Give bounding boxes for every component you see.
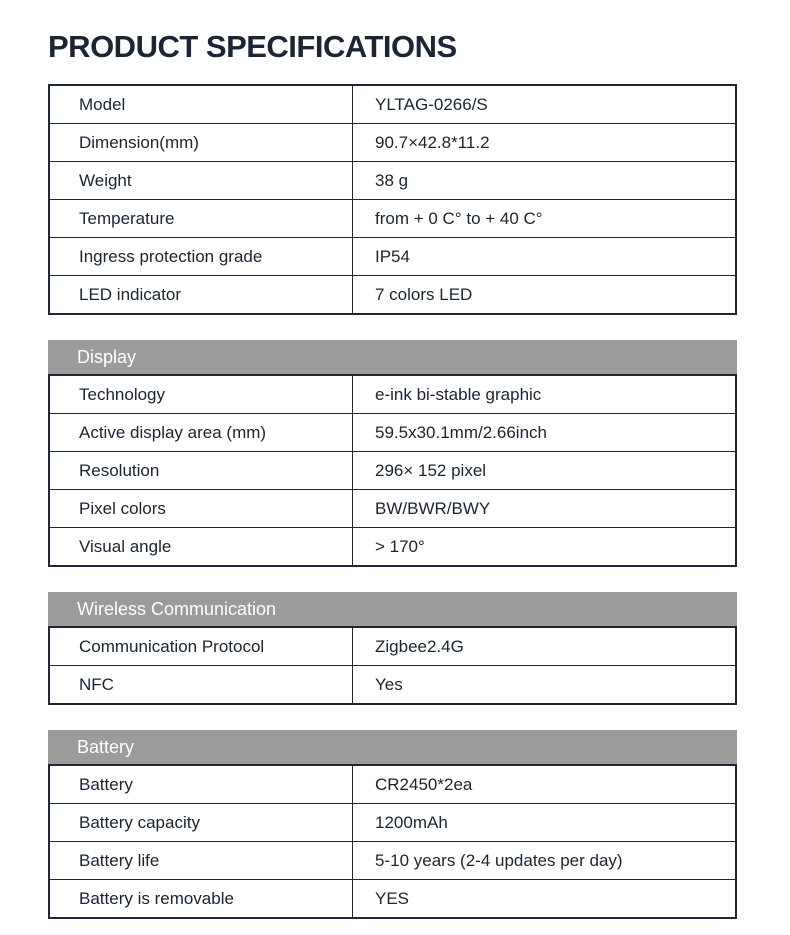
table-row — [50, 489, 735, 527]
table-row — [50, 275, 735, 313]
spec-label: Resolution — [50, 452, 353, 489]
table-row — [50, 841, 735, 879]
spec-value: Zigbee2.4G — [375, 636, 464, 656]
spec-value: 296× 152 pixel — [375, 460, 487, 480]
table-row — [50, 199, 735, 237]
table-row — [50, 86, 735, 123]
spec-value: 90.7×42.8*11.2 — [375, 132, 490, 152]
spec-value: > 170° — [375, 536, 425, 556]
spec-label: Dimension(mm) — [50, 124, 353, 161]
spec-value: 59.5x30.1mm/2.66inch — [375, 422, 547, 442]
section-header-display: Display — [48, 340, 737, 374]
battery-spec-table — [48, 764, 737, 919]
table-row — [50, 123, 735, 161]
spec-label: Visual angle — [50, 528, 353, 565]
spec-label: Communication Protocol — [50, 628, 353, 665]
spec-value: e-ink bi-stable graphic — [375, 384, 542, 404]
spec-value: 5-10 years (2-4 updates per day) — [375, 850, 623, 870]
table-row — [50, 451, 735, 489]
spec-value: IP54 — [375, 246, 410, 266]
spec-label: NFC — [50, 666, 353, 703]
table-row — [50, 527, 735, 565]
spec-value: from + 0 C° to + 40 C° — [375, 208, 543, 228]
table-row — [50, 665, 735, 703]
spec-label: Battery life — [50, 842, 353, 879]
table-row — [50, 803, 735, 841]
spec-label: Pixel colors — [50, 490, 353, 527]
spec-value: 38 g — [375, 170, 409, 190]
spec-label: Model — [50, 86, 353, 123]
spec-label: Battery — [50, 766, 353, 803]
section-display — [48, 340, 737, 567]
general-spec-table — [48, 84, 737, 315]
table-row — [50, 628, 735, 665]
table-row — [50, 376, 735, 413]
wireless-spec-table — [48, 626, 737, 705]
section-battery — [48, 730, 737, 919]
table-row — [50, 766, 735, 803]
section-header-wireless-communication: Wireless Communication — [48, 592, 737, 626]
spec-label: Battery capacity — [50, 804, 353, 841]
table-row — [50, 879, 735, 917]
spec-value: YES — [375, 888, 410, 908]
spec-value: Yes — [375, 674, 403, 694]
spec-label: Technology — [50, 376, 353, 413]
spec-value: 1200mAh — [375, 812, 448, 832]
spec-label: LED indicator — [50, 276, 353, 313]
table-row — [50, 161, 735, 199]
spec-label: Ingress protection grade — [50, 238, 353, 275]
section-wireless-communication — [48, 592, 737, 705]
section-general — [48, 84, 737, 315]
spec-value: CR2450*2ea — [375, 774, 473, 794]
page-title: PRODUCT SPECIFICATIONS — [48, 29, 457, 64]
display-spec-table — [48, 374, 737, 567]
spec-label: Weight — [50, 162, 353, 199]
section-header-battery: Battery — [48, 730, 737, 764]
spec-label: Active display area (mm) — [50, 414, 353, 451]
spec-label: Temperature — [50, 200, 353, 237]
spec-value: YLTAG-0266/S — [375, 94, 488, 114]
table-row — [50, 237, 735, 275]
spec-label: Battery is removable — [50, 880, 353, 917]
spec-value: BW/BWR/BWY — [375, 498, 491, 518]
spec-value: 7 colors LED — [375, 284, 473, 304]
table-row — [50, 413, 735, 451]
